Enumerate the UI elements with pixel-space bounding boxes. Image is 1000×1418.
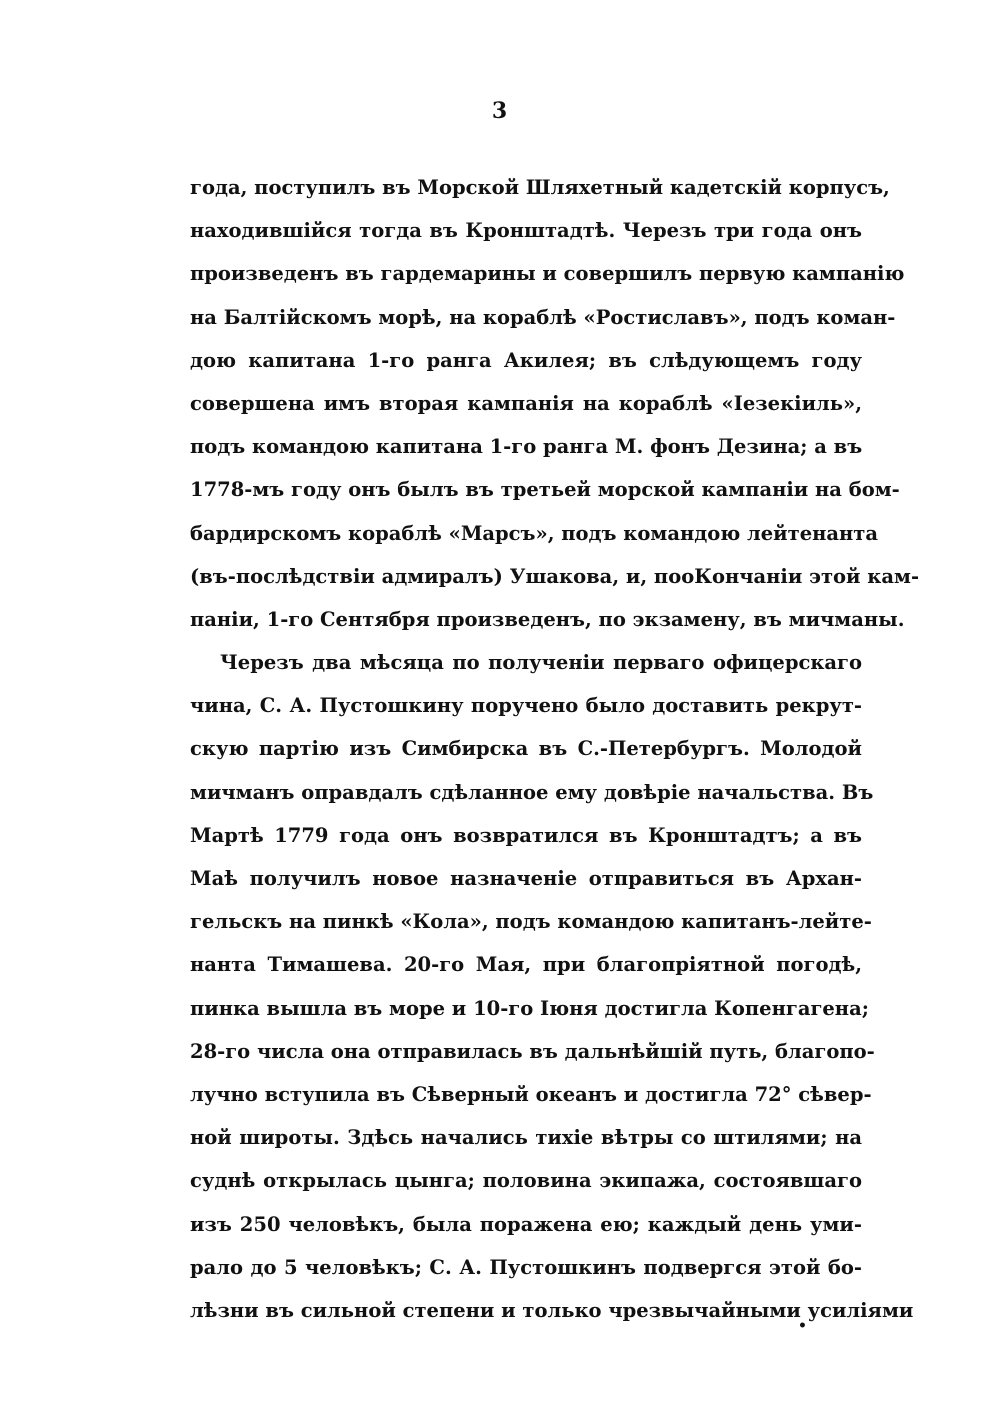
text-line: пинка вышла въ море и 10-го Іюня достигла Копенгагена; <box>190 996 869 1020</box>
paragraph-end-line: паніи, 1-го Сентября произведенъ, по экзамену, въ мичманы. <box>190 607 905 631</box>
page-number: 3 <box>491 98 509 124</box>
text-line: нанта Тимашева. 20-го Мая, при благопріятной погодѣ, <box>190 953 862 977</box>
text-line: 28-го числа она отправилась въ дальнѣйшій путь, благопо- <box>190 1039 875 1063</box>
text-line: произведенъ въ гардемарины и совершилъ первую кампанію <box>190 262 905 286</box>
bottom-dot-mark: • <box>798 1318 807 1334</box>
text-line: лѣзни въ сильной степени и только чрезвычайными усиліями <box>190 1298 914 1322</box>
text-line: подъ командою капитана 1-го ранга М. фонъ Дезина; а въ <box>190 435 863 459</box>
text-line: дою капитана 1-го ранга Акилея; въ слѣдующемъ году <box>190 348 862 372</box>
text-line: Маѣ получилъ новое назначеніе отправиться въ Архан- <box>190 867 862 890</box>
text-line: чина, С. А. Пустошкину поручено было доставить рекрут- <box>190 694 862 718</box>
text-line: года, поступилъ въ Морской Шляхетный кадетскій корпусъ, <box>190 176 890 199</box>
text-line: находившійся тогда въ Кронштадтѣ. Черезъ три года онъ <box>190 219 862 243</box>
text-line: бардирскомъ кораблѣ «Марсъ», подъ командою лейтенанта <box>190 521 879 545</box>
text-line: (въ-послѣдствіи адмиралъ) Ушакова, и, пооКончаніи этой кам- <box>190 564 920 588</box>
text-line: ной широты. Здѣсь начались тихіе вѣтры со штилями; на <box>190 1126 862 1150</box>
text-line: совершена имъ вторая кампанія на кораблѣ «Іезекіиль», <box>190 391 862 415</box>
text-line: Мартѣ 1779 года онъ возвратился въ Кронштадтъ; а въ <box>190 823 862 847</box>
text-line: изъ 250 человѣкъ, была поражена ею; каждый день уми- <box>190 1212 862 1236</box>
text-line: скую партію изъ Симбирска въ С.-Петербургъ. Молодой <box>190 737 862 761</box>
text-line: на Балтійскомъ морѣ, на кораблѣ «Ростиславъ», подъ коман- <box>190 305 896 329</box>
text-line: 1778-мъ году онъ былъ въ третьей морской кампаніи на бом- <box>190 478 900 502</box>
text-line: гельскъ на пинкѣ «Кола», подъ командою капитанъ-лейте- <box>190 910 872 934</box>
body-text <box>190 166 920 1332</box>
text-line: суднѣ открылась цынга; половина экипажа, состоявшаго <box>190 1169 862 1193</box>
text-line: рало до 5 человѣкъ; С. А. Пустошкинъ подвергся этой бо- <box>190 1255 862 1279</box>
paragraph-start-line: Черезъ два мѣсяца по полученіи перваго офицерскаго <box>220 651 862 675</box>
text-line: мичманъ оправдалъ сдѣланное ему довѣріе начальства. Въ <box>190 780 874 804</box>
text-line: лучно вступила въ Сѣверный океанъ и достигла 72° сѣвер- <box>190 1082 872 1106</box>
